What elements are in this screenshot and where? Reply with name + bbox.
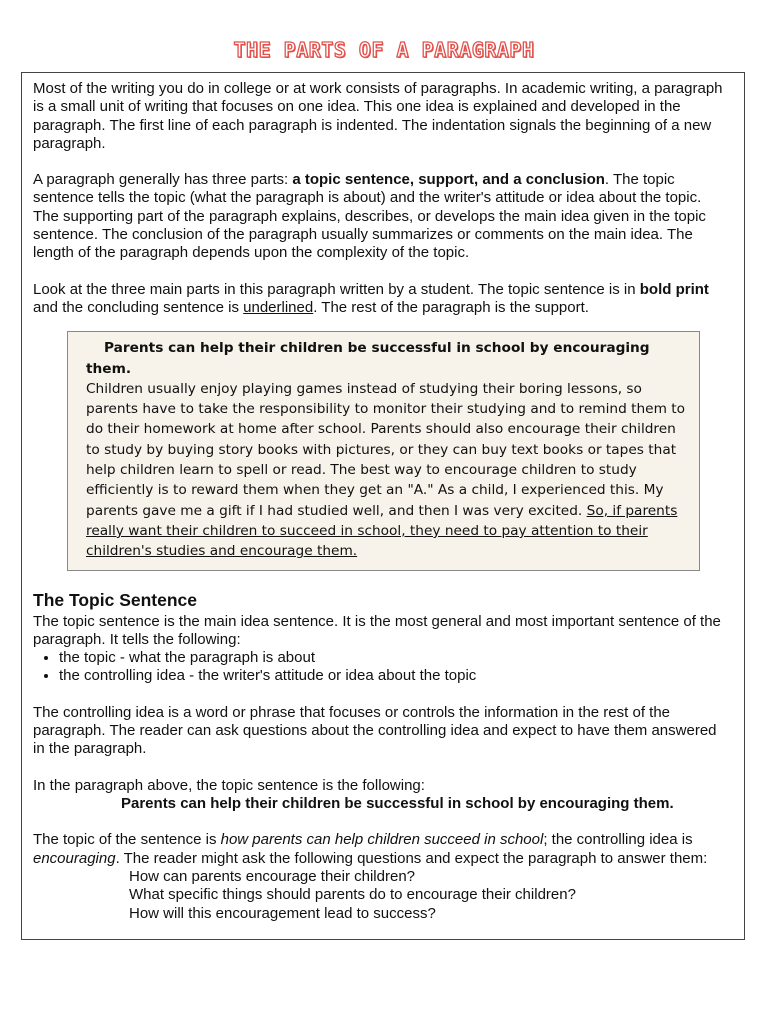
text-run: . The topic sentence tells the topic (what the paragraph is about) and the writer's attitude or idea about the topic. The supporting part of the paragraph explains, describes, or develops the main idea given in the topic sentence. The conclusion of the paragraph usually summarizes or comments on the main idea. The length of the paragraph depends upon the complexity of the topic.: [33, 171, 706, 262]
text-run: Look at the three main parts in this paragraph written by a student. The topic sentence is in: [33, 280, 640, 298]
intro-paragraph-1: Most of the writing you do in college or at work consists of paragraphs. In academic writing, a paragraph is a small unit of writing that focuses on one idea. This one idea is explained and developed in the paragraph. The first line of each paragraph is indented. The indentation signals the beginning of a new paragraph.: [33, 80, 723, 152]
topic-paragraph-2: The controlling idea is a word or phrase that focuses or controls the information in the rest of the paragraph. The reader can ask questions about the controlling idea and expect to have them answered in the paragraph.: [33, 703, 717, 758]
student-paragraph-box: [67, 331, 700, 570]
text-run: A paragraph generally has three parts:: [33, 171, 293, 189]
example-support: Children usually enjoy playing games instead of studying their boring lessons, so parents have to take the responsibility to monitor their studying and to remind them to do their homework at home after school. Parents should also encourage their children to study by buying story books with pictures, or they can buy text books or tapes that help children learn to spell or read. The best way to encourage children to study efficiently is to reward them when they get an "A." As a child, I experienced this. My parents gave me a gift if I had studied well, and then I was very excited.: [86, 380, 686, 519]
intro-paragraph-3: [33, 281, 725, 318]
text-run: The topic of the sentence is: [33, 831, 221, 849]
bold-phrase: a topic sentence, support, and a conclusion: [292, 171, 605, 189]
list-item: How can parents encourage their children?: [129, 867, 416, 885]
list-item: • the controlling idea - the writer's attitude or idea about the topic: [59, 667, 725, 685]
italic-phrase: encouraging: [33, 849, 116, 867]
page-title: THE PARTS OF A PARAGRAPH: [233, 38, 535, 62]
document-body: [33, 80, 725, 923]
intro-paragraph-2: [33, 171, 725, 262]
topic-paragraph-1: The topic sentence is the main idea sentence. It is the most general and most important sentence of the paragraph. It tells the following:: [33, 612, 721, 648]
list-item: • the topic - what the paragraph is about: [59, 649, 725, 667]
text-run: . The rest of the paragraph is the support.: [313, 298, 589, 316]
list-item: How will this encouragement lead to success?: [129, 904, 436, 922]
reader-questions: [33, 868, 725, 924]
example-topic-sentence: Parents can help their children be successful in school by encouraging them.: [86, 340, 650, 377]
text-run: and the concluding sentence is: [33, 298, 244, 316]
topic-bullet-list: [33, 649, 725, 686]
list-item: What specific things should parents do to encourage their children?: [129, 886, 576, 904]
topic-paragraph-3: [33, 777, 725, 814]
text-run: ; the controlling idea is: [543, 831, 693, 849]
text-run: . The reader might ask the following questions and expect the paragraph to answer them:: [115, 849, 708, 867]
italic-phrase: how parents can help children succeed in school: [220, 831, 544, 849]
underlined-phrase: underlined: [243, 298, 314, 316]
topic-paragraph-4: [33, 831, 725, 868]
example-conclusion: So, if parents really want their children to succeed in school, they need to pay attention to their children's studies and encourage them.: [86, 502, 678, 560]
text-run: In the paragraph above, the topic sentence is the following:: [33, 776, 425, 794]
section-heading-topic-sentence: The Topic Sentence: [33, 589, 198, 610]
quoted-topic-sentence: Parents can help their children be successful in school by encouraging them.: [121, 794, 674, 812]
bold-phrase: bold print: [639, 280, 709, 298]
